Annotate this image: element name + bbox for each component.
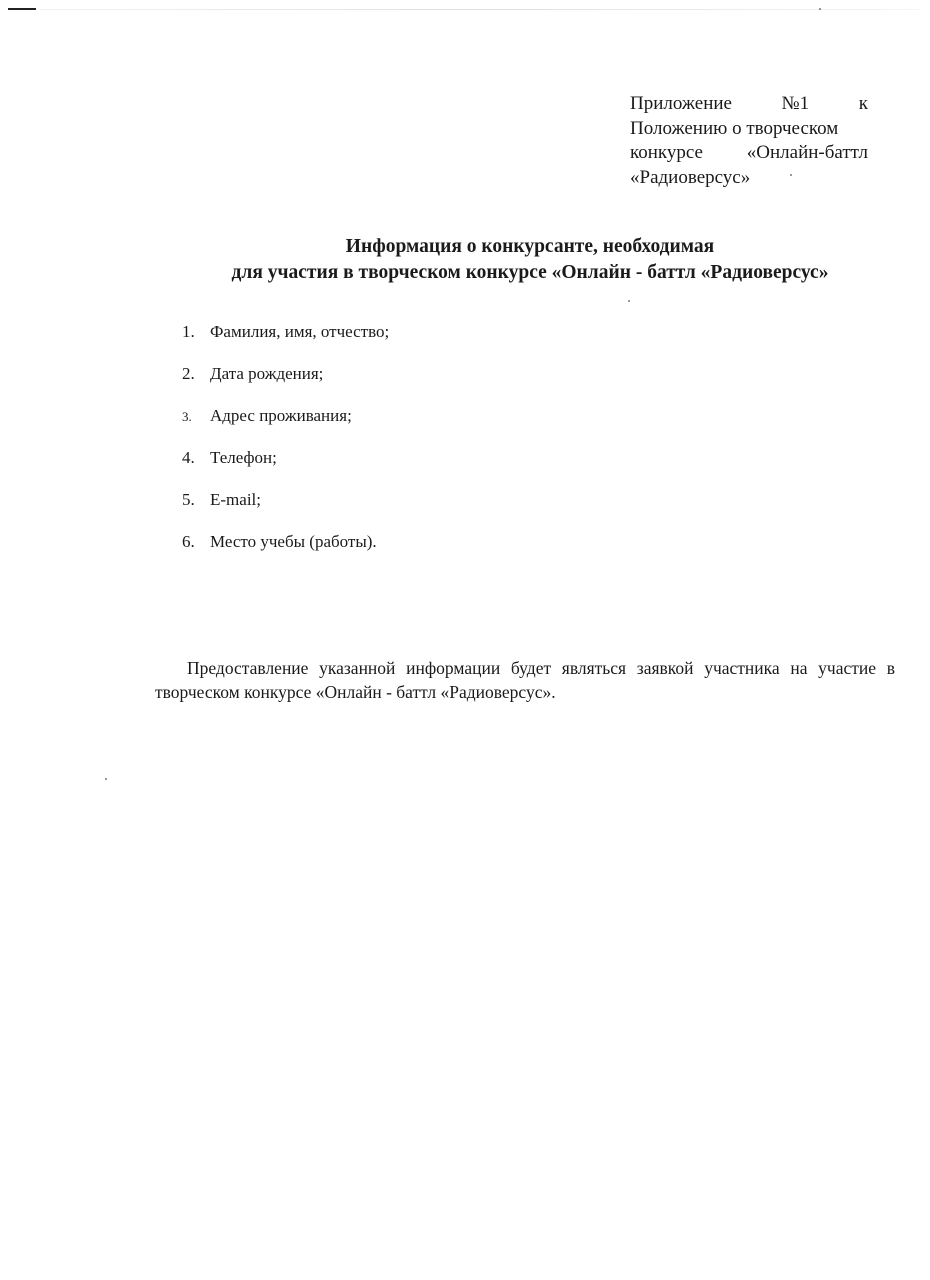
list-item-number: 5. [182,490,195,509]
appendix-line-4: «Радиоверсус» [630,166,751,188]
scan-edge-mark [8,8,36,10]
list-item-label: Место учебы (работы). [210,532,377,551]
list-item [182,322,389,364]
appendix-contest-name: «Онлайн-баттл [746,142,868,163]
list-item-number: 4. [182,448,195,467]
appendix-line-1 [630,92,868,117]
list-item-label: Фамилия, имя, отчество; [210,322,390,341]
list-item [182,364,389,406]
list-item-label: Телефон; [210,448,277,467]
appendix-line-2: Положению о творческом [630,117,839,139]
scan-edge-line [40,9,920,10]
list-item [182,406,389,448]
appendix-line-3 [630,141,868,166]
appendix-note [630,92,868,190]
list-item [182,532,389,574]
list-item-label: Адрес проживания; [210,406,352,425]
appendix-preposition: к [858,93,868,114]
title-line-2: для участия в творческом конкурсе «Онлайн - баттл «Радиоверсус» [231,262,829,283]
list-item [182,490,389,532]
scan-speck [819,8,821,10]
list-item [182,448,389,490]
document-title [100,234,930,286]
list-item-number: 1. [182,322,195,341]
appendix-number: №1 [781,93,810,114]
required-info-list [182,322,389,574]
list-item-number: 2. [182,364,195,383]
appendix-contest-word: конкурсе [630,142,703,163]
scan-speck [628,300,630,302]
list-item-number: 6. [182,532,195,551]
scan-speck [105,778,107,780]
list-item-label: Дата рождения; [210,364,324,383]
list-item-number: 3. [182,409,192,424]
appendix-word: Приложение [630,93,732,114]
title-line-1: Информация о конкурсанте, необходимая [345,236,715,257]
application-paragraph: Предоставление указанной информации будет являться заявкой участника на участие в творческом конкурсе «Онлайн - баттл «Радиоверсус». [155,657,895,702]
list-item-label: E-mail; [210,490,261,509]
